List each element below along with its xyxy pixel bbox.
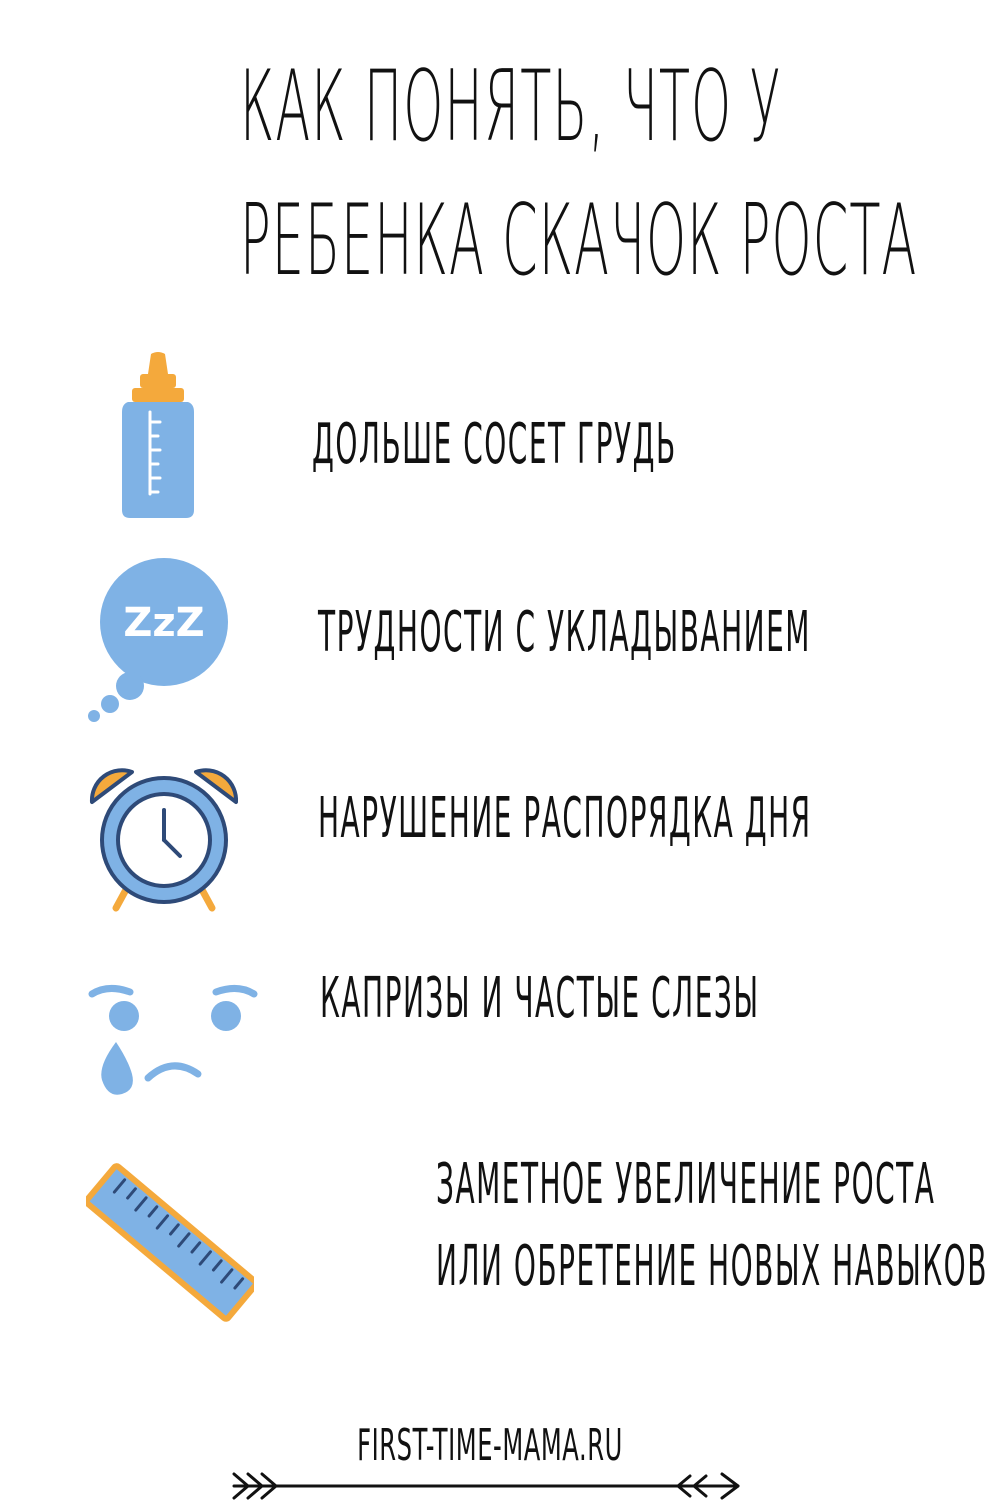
item-label-feeding: ДОЛЬШЕ СОСЕТ ГРУДЬ <box>312 412 677 477</box>
sleep-bubble-text: ZzZ <box>123 600 205 646</box>
arrow-decoration-icon <box>230 1466 750 1500</box>
page-title <box>0 40 1000 308</box>
alarm-clock-icon <box>84 762 244 914</box>
item-label-growth-line-2: ИЛИ ОБРЕТЕНИЕ НОВЫХ НАВЫКОВ <box>436 1234 988 1299</box>
sleep-bubble-icon <box>84 558 244 724</box>
footer <box>230 1420 750 1500</box>
item-label-growth-line-1: ЗАМЕТНОЕ УВЕЛИЧЕНИЕ РОСТА <box>436 1152 936 1217</box>
baby-bottle-icon <box>118 352 198 522</box>
item-label-growth <box>436 1144 988 1308</box>
title-line-1: КАК ПОНЯТЬ, ЧТО У <box>240 50 782 164</box>
site-link[interactable]: FIRST-TIME-MAMA.RU <box>357 1420 623 1471</box>
item-label-routine: НАРУШЕНИЕ РАСПОРЯДКА ДНЯ <box>318 786 812 851</box>
crying-face-icon <box>88 980 260 1102</box>
item-label-tears: КАПРИЗЫ И ЧАСТЫЕ СЛЕЗЫ <box>320 966 760 1031</box>
title-line-2: РЕБЕНКА СКАЧОК РОСТА <box>240 184 918 298</box>
item-label-sleep: ТРУДНОСТИ С УКЛАДЫВАНИЕМ <box>318 600 811 665</box>
ruler-icon <box>86 1160 254 1328</box>
